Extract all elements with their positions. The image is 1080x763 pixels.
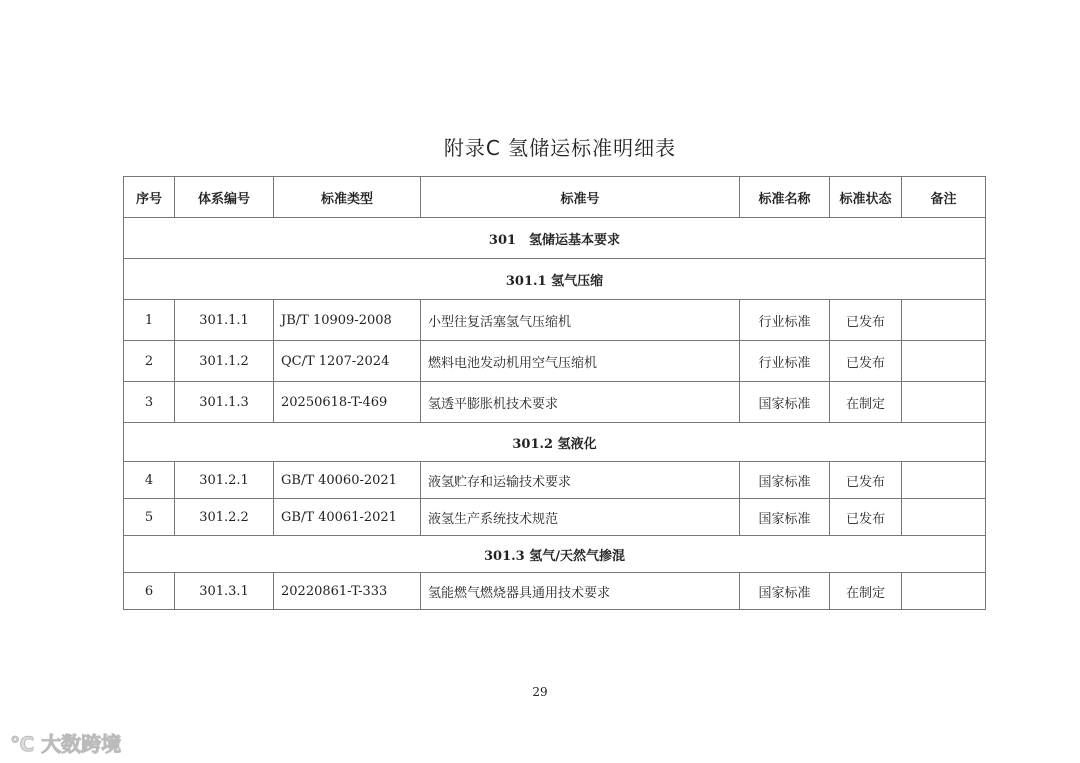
cell-code: 301.3.1	[175, 573, 274, 610]
table-row	[124, 300, 986, 341]
cell-name: 氢透平膨胀机技术要求	[421, 382, 740, 423]
section-title: 301.3 氢气/天然气掺混	[124, 536, 986, 573]
cell-note	[902, 341, 986, 382]
section-row	[124, 259, 986, 300]
cell-type: 国家标准	[740, 573, 830, 610]
page-title: 附录C 氢储运标准明细表	[443, 136, 677, 160]
cell-note	[902, 573, 986, 610]
cell-status: 已发布	[830, 499, 902, 536]
cell-std: QC/T 1207-2024	[274, 341, 421, 382]
cell-no: 1	[124, 300, 175, 341]
header-cell: 标准号	[421, 177, 740, 218]
section-title: 301 氢储运基本要求	[124, 218, 986, 259]
header-cell: 标准类型	[274, 177, 421, 218]
cell-name: 液氢贮存和运输技术要求	[421, 462, 740, 499]
cell-status: 在制定	[830, 573, 902, 610]
cell-type: 国家标准	[740, 382, 830, 423]
cell-no: 3	[124, 382, 175, 423]
cell-code: 301.1.3	[175, 382, 274, 423]
cell-code: 301.2.2	[175, 499, 274, 536]
cell-code: 301.2.1	[175, 462, 274, 499]
cell-status: 已发布	[830, 300, 902, 341]
header-cell: 备注	[902, 177, 986, 218]
table-row	[124, 462, 986, 499]
cell-std: GB/T 40061-2021	[274, 499, 421, 536]
table-row	[124, 573, 986, 610]
cell-std: 20220861-T-333	[274, 573, 421, 610]
cell-name: 燃料电池发动机用空气压缩机	[421, 341, 740, 382]
cell-status: 已发布	[830, 341, 902, 382]
header-cell: 标准名称	[740, 177, 830, 218]
cell-no: 6	[124, 573, 175, 610]
cell-type: 行业标准	[740, 341, 830, 382]
cell-type: 行业标准	[740, 300, 830, 341]
cell-std: JB/T 10909-2008	[274, 300, 421, 341]
header-cell: 序号	[124, 177, 175, 218]
cell-note	[902, 300, 986, 341]
cell-code: 301.1.2	[175, 341, 274, 382]
header-cell: 标准状态	[830, 177, 902, 218]
section-title: 301.2 氢液化	[124, 423, 986, 462]
cell-name: 小型往复活塞氢气压缩机	[421, 300, 740, 341]
cell-note	[902, 462, 986, 499]
section-row	[124, 423, 986, 462]
cell-no: 4	[124, 462, 175, 499]
table-row	[124, 382, 986, 423]
cell-status: 已发布	[830, 462, 902, 499]
header-cell: 体系编号	[175, 177, 274, 218]
section-row	[124, 218, 986, 259]
cell-note	[902, 499, 986, 536]
cell-no: 2	[124, 341, 175, 382]
watermark-text: 大数跨境	[41, 732, 122, 756]
page-number: 29	[532, 685, 548, 699]
cell-note	[902, 382, 986, 423]
watermark-icon: ℃	[10, 732, 35, 756]
section-row	[124, 536, 986, 573]
cell-type: 国家标准	[740, 499, 830, 536]
cell-code: 301.1.1	[175, 300, 274, 341]
section-title: 301.1 氢气压缩	[124, 259, 986, 300]
cell-name: 氢能燃气燃烧器具通用技术要求	[421, 573, 740, 610]
cell-std: GB/T 40060-2021	[274, 462, 421, 499]
cell-status: 在制定	[830, 382, 902, 423]
table-header-row	[124, 177, 986, 218]
cell-std: 20250618-T-469	[274, 382, 421, 423]
cell-type: 国家标准	[740, 462, 830, 499]
watermark-logo	[10, 728, 121, 757]
cell-name: 液氢生产系统技术规范	[421, 499, 740, 536]
standards-table	[123, 176, 986, 610]
table-row	[124, 341, 986, 382]
cell-no: 5	[124, 499, 175, 536]
table-row	[124, 499, 986, 536]
